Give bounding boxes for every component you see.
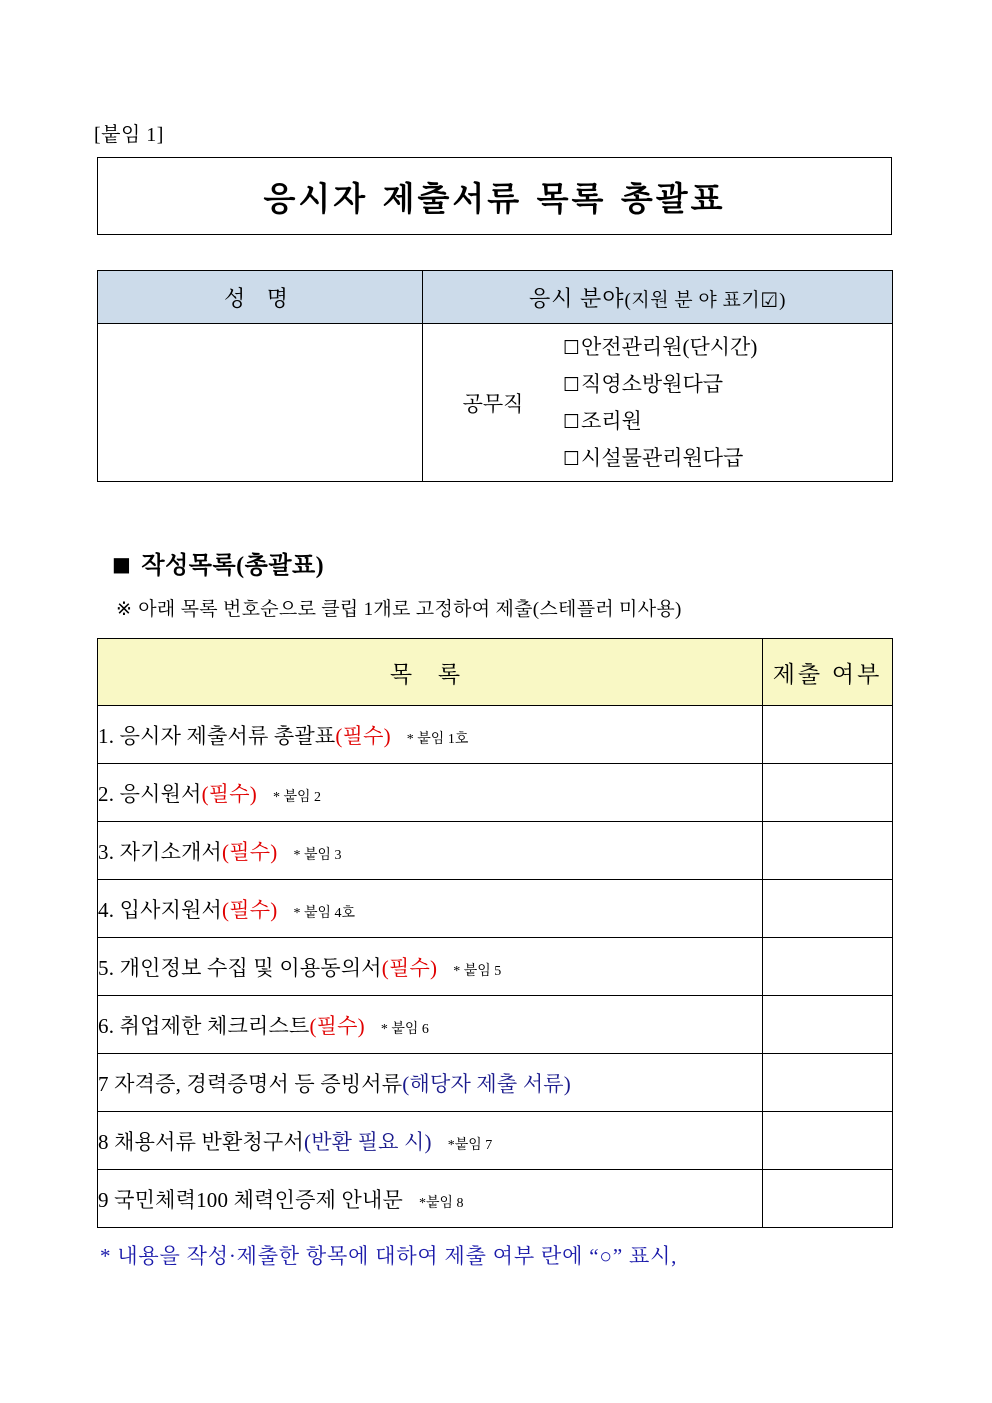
header-label-name: 성 명 <box>223 285 296 311</box>
checklist-submitted-cell[interactable] <box>763 1112 893 1170</box>
checklist-item-title: 응시자 제출서류 총괄표 <box>119 723 336 748</box>
header-cell-submitted <box>763 639 893 706</box>
field-option-label: 안전관리원(단시간) <box>581 334 758 359</box>
checklist-item-tag-close: ) <box>383 723 391 748</box>
checklist-item-note: * 붙임 1호 <box>406 731 469 747</box>
checkbox-icon[interactable]: ☐ <box>563 410 581 433</box>
checklist-item-title: 자기소개서 <box>119 839 223 864</box>
table-row <box>98 822 893 880</box>
applicant-info-table <box>97 270 893 482</box>
footer-note: * 내용을 작성·제출한 항목에 대하여 제출 여부 란에 “○” 표시, <box>100 1244 678 1268</box>
checklist-item-title: 자격증, 경력증명서 등 증빙서류 <box>114 1071 403 1096</box>
checklist-item-tag-close: ) <box>270 839 278 864</box>
checklist-item-title: 채용서류 반환청구서 <box>114 1129 304 1154</box>
checklist-item-cell <box>98 1112 763 1170</box>
field-option-label: 조리원 <box>581 408 642 433</box>
header-cell-field <box>423 271 893 324</box>
checklist-item-tag: 필수 <box>316 1013 358 1038</box>
checklist-submitted-cell[interactable] <box>763 1054 893 1112</box>
table-row <box>98 1170 893 1228</box>
table-row <box>98 1054 893 1112</box>
checklist-item-tag: 필수 <box>229 839 271 864</box>
field-option-3[interactable] <box>563 440 866 477</box>
checklist-item-cell <box>98 938 763 996</box>
checklist-item-note: * 붙임 4호 <box>293 905 356 921</box>
checklist-item-title: 취업제한 체크리스트 <box>119 1013 310 1038</box>
checklist-item-note: *붙임 8 <box>419 1195 464 1211</box>
header-cell-name <box>98 271 423 324</box>
checkbox-icon[interactable]: ☐ <box>563 447 581 470</box>
header-label-submitted: 제출 여부 <box>772 661 883 687</box>
checklist-item-cell <box>98 764 763 822</box>
checklist-item-tag-open: ( <box>335 723 343 748</box>
table-row <box>98 706 893 764</box>
reference-mark-icon: ※ <box>116 598 133 620</box>
table-row <box>98 1112 893 1170</box>
checklist-item-tag: 해당자 제출 서류 <box>409 1071 564 1096</box>
checklist-item-tag: 필수 <box>389 955 430 980</box>
checklist-item-tag-open: ( <box>222 897 230 922</box>
checklist-item-note: * 붙임 3 <box>293 847 342 863</box>
section-note <box>116 594 682 621</box>
table-row <box>98 938 893 996</box>
attachment-tag: [붙임 1] <box>94 124 164 146</box>
checklist-item-number: 6. <box>98 1013 115 1038</box>
header-cell-item <box>98 639 763 706</box>
checklist-submitted-cell[interactable] <box>763 822 893 880</box>
checklist-item-tag-close: ) <box>424 1129 432 1154</box>
field-selection-cell <box>423 324 893 482</box>
checklist-item-cell <box>98 880 763 938</box>
checklist-item-tag-close: ) <box>249 781 257 806</box>
field-option-list <box>563 329 892 477</box>
checklist-item-tag-open: ( <box>222 839 230 864</box>
checklist-submitted-cell[interactable] <box>763 764 893 822</box>
checkbox-icon[interactable]: ☐ <box>563 336 581 359</box>
checklist-item-note: * 붙임 6 <box>380 1021 429 1037</box>
checklist-item-cell <box>98 1054 763 1112</box>
checklist-item-tag-close: ) <box>429 955 438 980</box>
checklist-item-note: * 붙임 5 <box>453 963 502 979</box>
checklist-item-number: 5. <box>98 955 115 980</box>
table-row <box>98 996 893 1054</box>
title-box <box>97 157 892 235</box>
checklist-item-cell <box>98 706 763 764</box>
checklist-item-tag: 필수 <box>229 897 271 922</box>
checklist-submitted-cell[interactable] <box>763 938 893 996</box>
checklist-item-tag: 필수 <box>342 723 384 748</box>
checkbox-icon[interactable]: ☐ <box>563 373 581 396</box>
checklist-item-number: 9 <box>98 1187 109 1212</box>
section-heading <box>112 545 324 580</box>
checklist-item-cell <box>98 1170 763 1228</box>
field-option-label: 직영소방원다급 <box>581 371 724 396</box>
applicant-table-body-row <box>98 324 893 482</box>
checklist-item-cell <box>98 822 763 880</box>
checklist-item-number: 8 <box>98 1129 109 1154</box>
job-type-label: 공무직 <box>462 391 524 416</box>
header-label-field: 응시 분야 <box>529 285 625 311</box>
checklist-item-number: 1. <box>98 723 115 748</box>
square-bullet-icon: ■ <box>112 552 132 576</box>
checked-checkbox-icon: ☑ <box>760 287 780 312</box>
table-row <box>98 880 893 938</box>
section-note-label: 아래 목록 번호순으로 클립 1개로 고정하여 제출(스테플러 미사용) <box>138 599 682 620</box>
field-option-label: 시설물관리원다급 <box>581 445 744 470</box>
checklist-item-tag-close: ) <box>357 1013 365 1038</box>
checklist-item-tag-open: ( <box>303 1129 312 1154</box>
checklist-item-note: * 붙임 2 <box>272 789 322 805</box>
checklist-item-tag-open: ( <box>201 781 209 806</box>
checklist-item-title: 응시원서 <box>119 781 202 806</box>
table-row <box>98 764 893 822</box>
checklist-item-number: 3. <box>98 839 115 864</box>
checklist-item-tag: 반환 필요 시 <box>311 1129 425 1154</box>
checklist-item-note: *붙임 7 <box>447 1137 493 1153</box>
checklist-item-number: 4. <box>98 897 115 922</box>
checklist-item-title: 국민체력100 체력인증제 안내문 <box>114 1187 403 1212</box>
header-field-note-open: (지원 분 야 표기 <box>624 289 761 311</box>
checklist-header-row <box>98 639 893 706</box>
checklist-item-title: 입사지원서 <box>119 897 223 922</box>
checklist-submitted-cell[interactable] <box>763 880 893 938</box>
checklist-item-number: 7 <box>98 1071 109 1096</box>
checklist-item-tag-close: ) <box>270 897 278 922</box>
checklist-item-tag: 필수 <box>208 781 250 806</box>
field-option-1[interactable] <box>563 366 866 403</box>
checklist-item-cell <box>98 996 763 1054</box>
header-field-note-close: ) <box>779 289 786 311</box>
checklist-item-tag-open: ( <box>402 1071 410 1096</box>
checklist-item-number: 2. <box>98 781 115 806</box>
header-label-item: 목 록 <box>389 661 471 687</box>
checklist-submitted-cell[interactable] <box>763 996 893 1054</box>
checklist-submitted-cell[interactable] <box>763 706 893 764</box>
section-heading-label: 작성목록(총괄표) <box>141 553 325 579</box>
document-checklist-table <box>97 638 893 1228</box>
name-input-cell[interactable] <box>98 324 423 482</box>
field-option-2[interactable] <box>563 403 866 440</box>
checklist-item-tag-open: ( <box>309 1013 317 1038</box>
checklist-item-tag-close: ) <box>563 1071 571 1096</box>
page-title: 응시자 제출서류 목록 총괄표 <box>263 178 726 218</box>
checklist-item-title: 개인정보 수집 및 이용동의서 <box>119 955 382 980</box>
applicant-table-header-row <box>98 271 893 324</box>
checklist-submitted-cell[interactable] <box>763 1170 893 1228</box>
checklist-item-tag-open: ( <box>381 955 389 980</box>
field-option-0[interactable] <box>563 329 866 366</box>
